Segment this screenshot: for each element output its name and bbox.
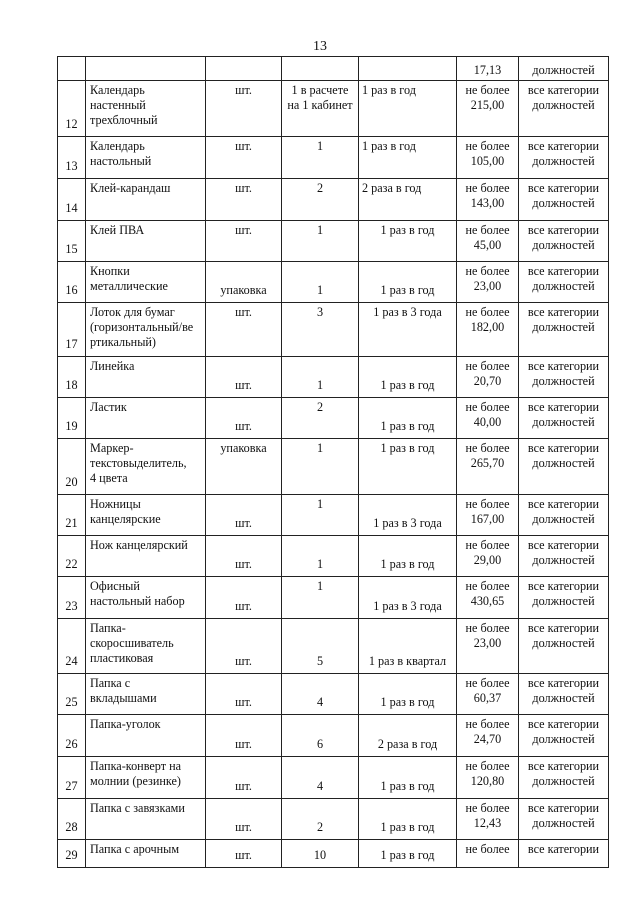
cell-num: 23 <box>58 577 86 619</box>
cell-name: Нож канцелярский <box>86 536 206 577</box>
table-row <box>58 439 609 495</box>
cell-unit: шт. <box>206 303 282 357</box>
cell-category: все категории должностей <box>519 439 609 495</box>
table-row-continuation <box>58 57 609 81</box>
cell-price: не более 23,00 <box>457 262 519 303</box>
cell-unit: шт. <box>206 179 282 221</box>
cell-name: Папка с арочным <box>86 840 206 868</box>
cell-period: 1 раз в год <box>359 439 457 495</box>
table-row <box>58 840 609 868</box>
cell-price: не более 40,00 <box>457 398 519 439</box>
table-row <box>58 715 609 757</box>
cell-category: все категории <box>519 840 609 868</box>
cell-unit: шт. <box>206 137 282 179</box>
cell-name: Офисный настольный набор <box>86 577 206 619</box>
cell-category: все категории должностей <box>519 221 609 262</box>
cell-category: все категории должностей <box>519 757 609 799</box>
cell-unit: шт. <box>206 536 282 577</box>
cell-num: 22 <box>58 536 86 577</box>
cell-period <box>359 57 457 81</box>
cell-period: 1 раз в год <box>359 757 457 799</box>
table-row <box>58 303 609 357</box>
cell-num: 27 <box>58 757 86 799</box>
cell-price: не более 182,00 <box>457 303 519 357</box>
cell-num: 25 <box>58 674 86 715</box>
cell-name: Папка-уголок <box>86 715 206 757</box>
table-row <box>58 137 609 179</box>
cell-period: 1 раз в год <box>359 357 457 398</box>
table-row <box>58 536 609 577</box>
cell-unit: шт. <box>206 799 282 840</box>
page-number: 13 <box>313 39 327 54</box>
cell-unit <box>206 57 282 81</box>
cell-name: Ножницы канцелярские <box>86 495 206 536</box>
cell-num: 13 <box>58 137 86 179</box>
cell-category: все категории должностей <box>519 137 609 179</box>
cell-category: все категории должностей <box>519 577 609 619</box>
cell-price: не более 29,00 <box>457 536 519 577</box>
cell-price: не более 45,00 <box>457 221 519 262</box>
cell-num: 17 <box>58 303 86 357</box>
cell-unit: шт. <box>206 674 282 715</box>
cell-unit: упаковка <box>206 439 282 495</box>
cell-period: 1 раз в 3 года <box>359 577 457 619</box>
cell-unit: шт. <box>206 221 282 262</box>
cell-name: Клей-карандаш <box>86 179 206 221</box>
cell-price: не более 167,00 <box>457 495 519 536</box>
cell-category: все категории должностей <box>519 179 609 221</box>
cell-category: все категории должностей <box>519 357 609 398</box>
cell-period: 1 раз в год <box>359 81 457 137</box>
cell-unit: шт. <box>206 495 282 536</box>
table-row <box>58 577 609 619</box>
cell-qty: 4 <box>282 757 359 799</box>
cell-period: 1 раз в год <box>359 398 457 439</box>
cell-unit: шт. <box>206 577 282 619</box>
table-row <box>58 179 609 221</box>
cell-qty: 1 <box>282 577 359 619</box>
cell-qty: 4 <box>282 674 359 715</box>
cell-category: все категории должностей <box>519 536 609 577</box>
cell-period: 1 раз в 3 года <box>359 303 457 357</box>
cell-category: все категории должностей <box>519 303 609 357</box>
cell-name: Маркер- текстовыделитель, 4 цвета <box>86 439 206 495</box>
cell-category: все категории должностей <box>519 619 609 674</box>
cell-num: 18 <box>58 357 86 398</box>
table-row <box>58 221 609 262</box>
table-row <box>58 619 609 674</box>
cell-price: не более 24,70 <box>457 715 519 757</box>
cell-category: все категории должностей <box>519 495 609 536</box>
cell-unit: шт. <box>206 81 282 137</box>
cell-name: Линейка <box>86 357 206 398</box>
cell-num: 21 <box>58 495 86 536</box>
cell-name: Календарь настольный <box>86 137 206 179</box>
cell-qty: 6 <box>282 715 359 757</box>
cell-period: 1 раз в квартал <box>359 619 457 674</box>
cell-name: Кнопки металлические <box>86 262 206 303</box>
cell-price: 17,13 <box>457 57 519 81</box>
cell-name: Клей ПВА <box>86 221 206 262</box>
cell-category: все категории должностей <box>519 81 609 137</box>
cell-category: все категории должностей <box>519 262 609 303</box>
cell-name: Папка-конверт на молнии (резинке) <box>86 757 206 799</box>
table-row <box>58 357 609 398</box>
cell-qty: 3 <box>282 303 359 357</box>
cell-qty: 1 в расчете на 1 кабинет <box>282 81 359 137</box>
cell-num: 24 <box>58 619 86 674</box>
cell-num: 12 <box>58 81 86 137</box>
cell-qty: 1 <box>282 262 359 303</box>
cell-unit: упаковка <box>206 262 282 303</box>
cell-qty: 1 <box>282 439 359 495</box>
cell-qty: 1 <box>282 357 359 398</box>
cell-price: не более 143,00 <box>457 179 519 221</box>
cell-price: не более 12,43 <box>457 799 519 840</box>
cell-unit: шт. <box>206 840 282 868</box>
table-row <box>58 81 609 137</box>
cell-num: 19 <box>58 398 86 439</box>
cell-price: не более 430,65 <box>457 577 519 619</box>
table-row <box>58 262 609 303</box>
cell-period: 1 раз в год <box>359 262 457 303</box>
cell-price: не более 215,00 <box>457 81 519 137</box>
cell-category: все категории должностей <box>519 715 609 757</box>
table-row <box>58 799 609 840</box>
cell-period: 2 раза в год <box>359 179 457 221</box>
cell-num: 29 <box>58 840 86 868</box>
cell-name: Папка с завязками <box>86 799 206 840</box>
cell-qty: 1 <box>282 495 359 536</box>
cell-qty: 5 <box>282 619 359 674</box>
cell-qty: 2 <box>282 799 359 840</box>
cell-num <box>58 57 86 81</box>
cell-qty: 1 <box>282 137 359 179</box>
cell-num: 20 <box>58 439 86 495</box>
cell-price: не более 20,70 <box>457 357 519 398</box>
cell-category: все категории должностей <box>519 799 609 840</box>
cell-qty: 1 <box>282 221 359 262</box>
cell-price: не более 120,80 <box>457 757 519 799</box>
cell-category: все категории должностей <box>519 674 609 715</box>
cell-price: не более 23,00 <box>457 619 519 674</box>
cell-period: 1 раз в год <box>359 536 457 577</box>
cell-name: Папка- скоросшиватель пластиковая <box>86 619 206 674</box>
cell-period: 1 раз в год <box>359 799 457 840</box>
cell-name: Папка с вкладышами <box>86 674 206 715</box>
cell-name <box>86 57 206 81</box>
cell-name: Ластик <box>86 398 206 439</box>
cell-num: 14 <box>58 179 86 221</box>
cell-price: не более <box>457 840 519 868</box>
cell-unit: шт. <box>206 398 282 439</box>
cell-unit: шт. <box>206 357 282 398</box>
cell-period: 1 раз в год <box>359 840 457 868</box>
table-row <box>58 674 609 715</box>
cell-category: должностей <box>519 57 609 81</box>
cell-price: не более 265,70 <box>457 439 519 495</box>
cell-num: 15 <box>58 221 86 262</box>
cell-price: не более 105,00 <box>457 137 519 179</box>
supplies-table <box>57 56 609 868</box>
cell-price: не более 60,37 <box>457 674 519 715</box>
cell-num: 16 <box>58 262 86 303</box>
table-row <box>58 495 609 536</box>
cell-period: 1 раз в год <box>359 674 457 715</box>
cell-qty: 2 <box>282 179 359 221</box>
cell-period: 1 раз в 3 года <box>359 495 457 536</box>
cell-period: 1 раз в год <box>359 137 457 179</box>
cell-name: Лоток для бумаг (горизонтальный/ве ртикальный) <box>86 303 206 357</box>
cell-num: 26 <box>58 715 86 757</box>
cell-category: все категории должностей <box>519 398 609 439</box>
cell-qty <box>282 57 359 81</box>
cell-unit: шт. <box>206 619 282 674</box>
cell-period: 1 раз в год <box>359 221 457 262</box>
cell-qty: 1 <box>282 536 359 577</box>
table-row <box>58 757 609 799</box>
cell-qty: 10 <box>282 840 359 868</box>
cell-unit: шт. <box>206 715 282 757</box>
cell-num: 28 <box>58 799 86 840</box>
cell-name: Календарь настенный трехблочный <box>86 81 206 137</box>
cell-period: 2 раза в год <box>359 715 457 757</box>
cell-qty: 2 <box>282 398 359 439</box>
cell-unit: шт. <box>206 757 282 799</box>
table-row <box>58 398 609 439</box>
